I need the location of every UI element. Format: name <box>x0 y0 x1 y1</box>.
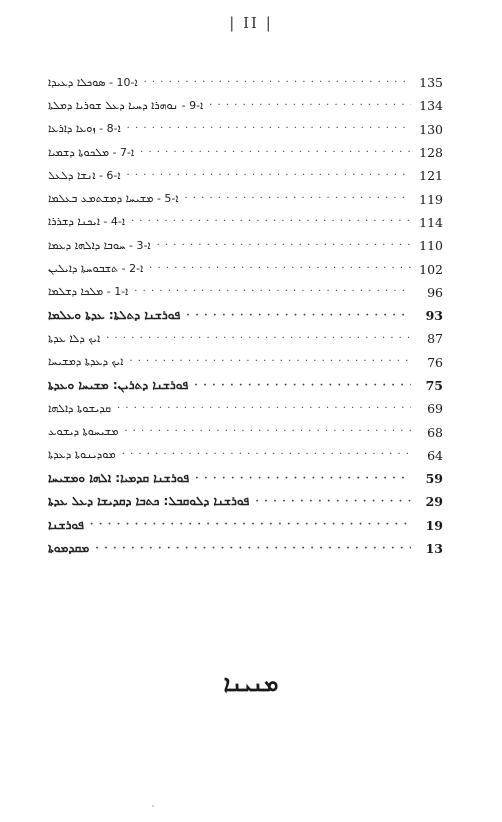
toc-row[interactable] <box>48 397 443 420</box>
toc-entry-title: ܩܕܝܫܘܬܐ ܕܐܠܗܐ <box>48 401 112 415</box>
toc-row[interactable] <box>48 257 443 280</box>
toc-row[interactable] <box>48 71 443 94</box>
toc-page-number: 135 <box>419 75 443 91</box>
toc-leader-dots <box>140 148 411 158</box>
toc-row[interactable] <box>48 187 443 210</box>
toc-entry-title: ܐ-5 - ܡܫܝܚܐ ܕܡܫܬܡܥ ܒܥܠܡܐ <box>48 192 179 206</box>
toc-page-number: 134 <box>419 98 443 114</box>
toc-row[interactable] <box>48 211 443 234</box>
toc-page-number: 87 <box>427 331 443 347</box>
toc-entry-title: ܦܘܪܫܢܐ ܕܠܘܩܒܠ: ܟܬܒܐ ܕܩܕܝܫܐ ܕܥܠ ܥܕܬܐ <box>48 494 250 509</box>
toc-entry-title: ܐ-8 - ܙܘܥܐ ܕܐܪܥܐ <box>48 122 121 136</box>
toc-entry-title: ܡܩܕܡܘܬܐ <box>48 541 90 556</box>
toc-leader-dots <box>90 520 411 530</box>
toc-entry-title: ܐ-3 - ܚܘܒܐ ܕܐܠܗܐ ܕܥܡܐ <box>48 238 151 252</box>
toc-entry-title: ܐܝܟ ܕܠܐ ܥܕܬܐ <box>48 331 101 345</box>
toc-page-number: 76 <box>427 354 443 370</box>
toc-entry-title: ܐ-9 - ܢܘܗܪܐ ܕܚܝܐ ܕܥܠ ܫܘܪܝܐ ܕܡܠܬܐ <box>48 98 204 112</box>
toc-leader-dots <box>144 78 411 88</box>
toc-leader-dots <box>134 287 411 297</box>
toc-leader-dots <box>131 217 411 227</box>
toc-entry-title: ܐܝܟ ܕܥܕܬܐ ܕܡܫܝܚܐ <box>48 355 124 369</box>
toc-row[interactable] <box>48 351 443 374</box>
paper-speck <box>152 805 154 807</box>
toc-leader-dots <box>95 544 411 554</box>
toc-entry-title: ܐ-10 - ܣܘܟܠܐ ܕܥܝܕܐ <box>48 75 138 89</box>
page-number: | II | <box>229 14 273 32</box>
toc-page-number: 130 <box>419 121 443 137</box>
table-of-contents <box>48 71 443 560</box>
toc-row[interactable] <box>48 490 443 513</box>
toc-row[interactable] <box>48 94 443 117</box>
toc-page-number: 13 <box>425 541 443 557</box>
toc-leader-dots <box>117 404 411 414</box>
toc-page-number: 119 <box>419 191 443 207</box>
toc-row[interactable] <box>48 514 443 537</box>
toc-row[interactable] <box>48 420 443 443</box>
toc-leader-dots <box>186 311 411 321</box>
toc-leader-dots <box>149 264 411 274</box>
toc-row[interactable] <box>48 374 443 397</box>
toc-row[interactable] <box>48 444 443 467</box>
toc-page-number: 102 <box>419 261 443 277</box>
toc-page-number: 68 <box>427 424 443 440</box>
toc-leader-dots <box>255 497 411 507</box>
toc-page-number: 64 <box>427 447 443 463</box>
toc-leader-dots <box>129 357 411 367</box>
toc-page-number: 121 <box>419 168 443 184</box>
toc-entry-title: ܦܘܪܫܢܐ <box>48 517 84 532</box>
toc-leader-dots <box>194 381 411 391</box>
toc-page-number: 93 <box>425 308 443 324</box>
toc-page-number: 29 <box>425 494 443 510</box>
toc-row[interactable] <box>48 281 443 304</box>
toc-page-number: 110 <box>419 238 443 254</box>
toc-row[interactable] <box>48 467 443 490</box>
toc-row[interactable] <box>48 141 443 164</box>
toc-page-number: 19 <box>425 517 443 533</box>
toc-leader-dots <box>122 450 411 460</box>
toc-row[interactable] <box>48 304 443 327</box>
toc-row[interactable] <box>48 537 443 560</box>
toc-entry-title: ܦܘܪܫܢܐ ܩܕܡܝܐ: ܐܠܗܐ ܘܡܫܝܚܐ <box>48 471 190 486</box>
toc-entry-title: ܐ-4 - ܐܝܟܢܐ ܕܫܪܪܐ <box>48 215 125 229</box>
toc-entry-title: ܐ-6 - ܐܢܫܐ ܕܠܥܠ <box>48 168 121 182</box>
toc-entry-title: ܡܘܕܝܢܘܬܐ ܕܥܕܬܐ <box>48 448 116 462</box>
toc-leader-dots <box>184 194 411 204</box>
contents-heading: ܡܢܝܢܐ <box>223 672 279 697</box>
toc-row[interactable] <box>48 118 443 141</box>
toc-leader-dots <box>106 334 411 344</box>
toc-entry-title: ܦܘܪܫܢܐ ܕܬܪܝܢ: ܡܫܝܚܐ ܘܥܕܬܐ <box>48 378 189 392</box>
toc-page-number: 59 <box>425 471 443 487</box>
toc-page-number: 96 <box>427 284 443 300</box>
toc-entry-title: ܐ-7 - ܡܠܟܘܬܐ ܕܫܡܝܐ <box>48 145 135 159</box>
toc-entry-title: ܦܘܪܫܢܐ ܕܬܠܬܐ: ܥܕܬܐ ܘܥܠܡܐ <box>48 308 181 323</box>
toc-page-number: 69 <box>427 401 443 417</box>
toc-page-number: 75 <box>425 378 443 393</box>
toc-page-number: 128 <box>419 145 443 161</box>
toc-entry-title: ܡܫܝܚܘܬܐ ܕܝܫܘܥ <box>48 425 119 439</box>
toc-leader-dots <box>209 101 411 111</box>
toc-page-number: 114 <box>419 214 443 230</box>
toc-leader-dots <box>127 124 411 134</box>
toc-leader-dots <box>126 171 411 181</box>
toc-row[interactable] <box>48 234 443 257</box>
toc-leader-dots <box>195 474 411 484</box>
toc-row[interactable] <box>48 164 443 187</box>
toc-entry-title: ܐ-1 - ܡܠܟܐ ܕܫܠܡܐ <box>48 285 129 299</box>
toc-row[interactable] <box>48 327 443 350</box>
toc-leader-dots <box>124 427 411 437</box>
toc-entry-title: ܐ-2 - ܬܫܒܘܚܬܐ ܕܐܝܠܝܢ <box>48 262 144 276</box>
toc-leader-dots <box>157 241 411 251</box>
